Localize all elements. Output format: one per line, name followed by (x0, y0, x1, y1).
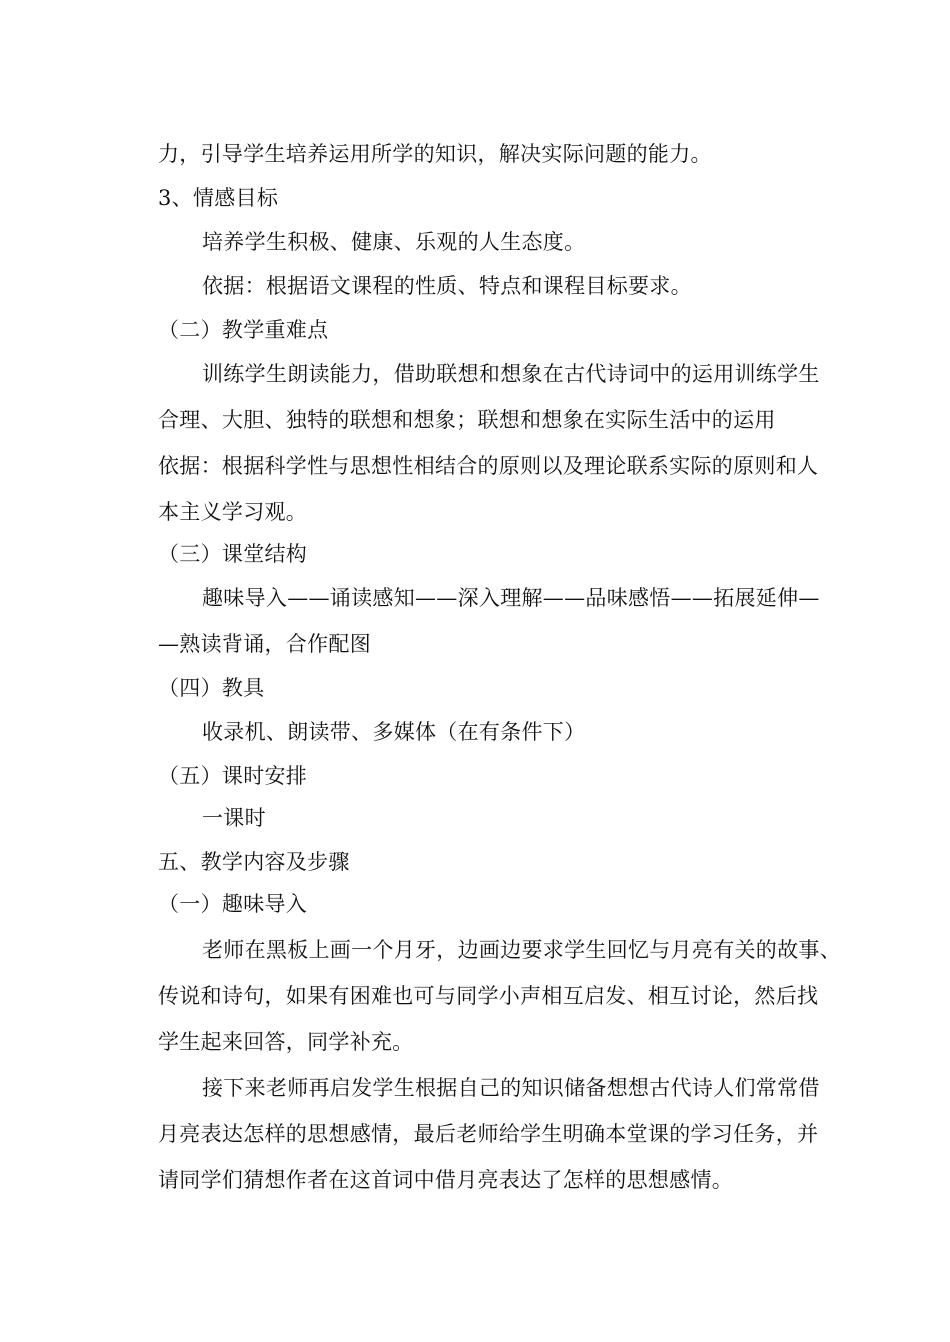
paragraph-line: 老师在黑板上画一个月牙，边画边要求学生回忆与月亮有关的故事、 (202, 938, 841, 962)
paragraph-line: 依据：根据科学性与思想性相结合的原则以及理论联系实际的原则和人 (158, 454, 819, 478)
paragraph-line: 力，引导学生培养运用所学的知识，解决实际问题的能力。 (158, 142, 712, 166)
paragraph-line: 依据：根据语文课程的性质、特点和课程目标要求。 (202, 274, 692, 298)
section-heading: 3、情感目标 (158, 186, 279, 210)
paragraph-line: 接下来老师再启发学生根据自己的知识储备想想古代诗人们常常借 (202, 1076, 820, 1100)
paragraph-line: 月亮表达怎样的思想感情，最后老师给学生明确本堂课的学习任务，并 (158, 1122, 819, 1146)
paragraph-line: 训练学生朗读能力，借助联想和想象在古代诗词中的运用训练学生 (202, 362, 820, 386)
paragraph-line: 收录机、朗读带、多媒体（在有条件下） (202, 720, 586, 744)
section-heading: 五、教学内容及步骤 (158, 850, 350, 874)
paragraph-line: 趣味导入——诵读感知——深入理解——品味感悟——拓展延伸— (202, 586, 820, 610)
section-heading: （五）课时安排 (158, 764, 308, 788)
paragraph-line: 培养学生积极、健康、乐观的人生态度。 (202, 230, 586, 254)
paragraph-line: 一课时 (202, 806, 266, 830)
paragraph-line: 合理、大胆、独特的联想和想象；联想和想象在实际生活中的运用 (158, 408, 776, 432)
section-heading: （三）课堂结构 (158, 542, 308, 566)
section-heading: （四）教具 (158, 676, 265, 700)
paragraph-line: 传说和诗句，如果有困难也可与同学小声相互启发、相互讨论，然后找 (158, 984, 819, 1008)
section-heading: （一）趣味导入 (158, 892, 308, 916)
paragraph-line: 本主义学习观。 (158, 500, 308, 524)
paragraph-line: 学生起来回答，同学补充。 (158, 1030, 414, 1054)
section-heading: （二）教学重难点 (158, 318, 329, 342)
paragraph-line: 请同学们猜想作者在这首词中借月亮表达了怎样的思想感情。 (158, 1168, 734, 1192)
paragraph-line: —熟读背诵，合作配图 (158, 632, 371, 656)
